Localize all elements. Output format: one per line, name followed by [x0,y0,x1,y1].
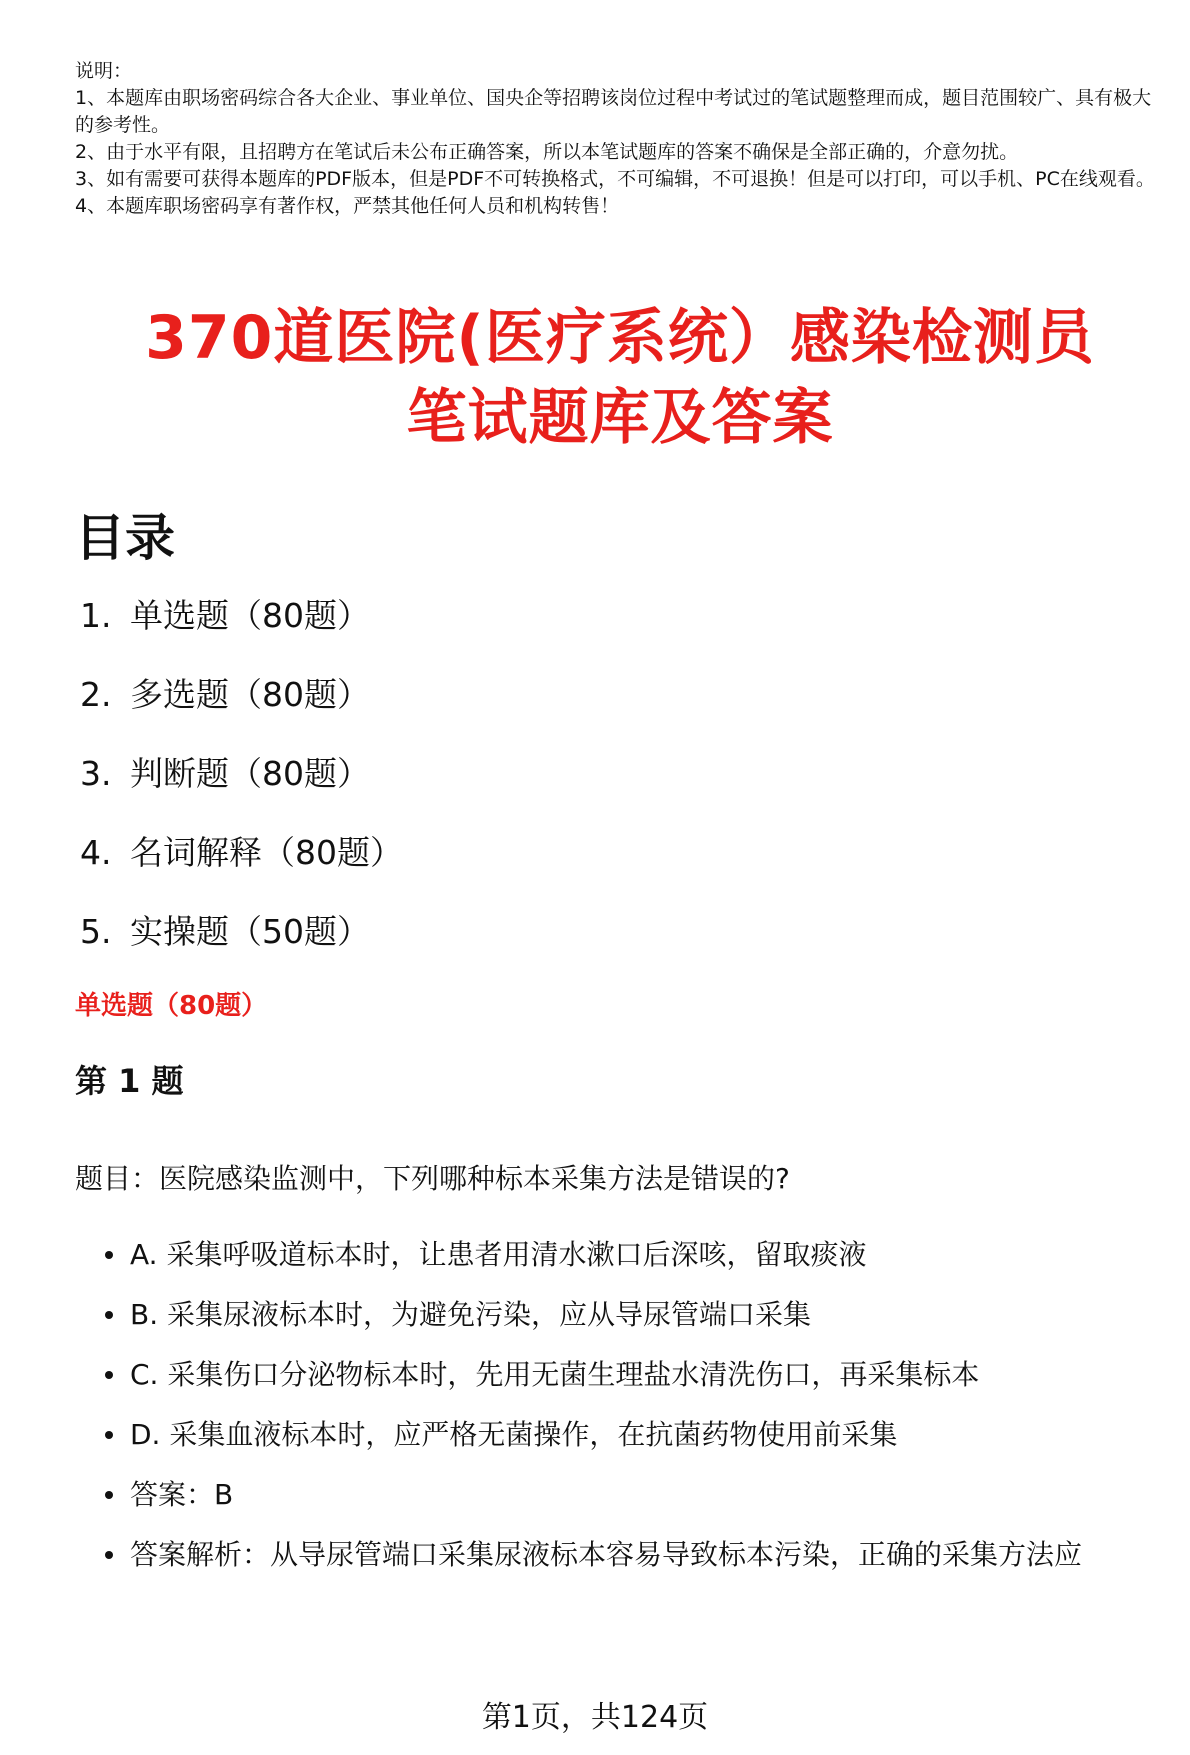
option-a [105,1237,1190,1273]
toc-item [80,675,1190,715]
bullet-icon [105,1371,113,1379]
notice-heading: 说明： [75,60,133,82]
question-number: 第 1 题 [75,1062,184,1100]
notice-block [75,58,1155,220]
option-d [105,1417,1190,1453]
question-items [75,1237,1190,1573]
option-text: C. 采集伤口分泌物标本时，先用无菌生理盐水清洗伤口，再采集标本 [130,1358,980,1391]
toc-item [80,596,1190,636]
toc-heading: 目录 [75,509,175,567]
bullet-icon [105,1491,113,1499]
notice-line-1: 1、本题库由职场密码综合各大企业、事业单位、国央企等招聘该岗位过程中考试过的笔试题整理而成，题目范围较广、具有极大的参考性。 [75,87,1152,136]
option-text: D. 采集血液标本时，应严格无菌操作，在抗菌药物使用前采集 [130,1418,898,1451]
section-heading: 单选题（80题） [75,991,268,1021]
notice-line-3: 3、如有需要可获得本题库的PDF版本，但是PDF不可转换格式，不可编辑，不可退换！但是可以打印，可以手机、PC在线观看。 [75,168,1155,190]
option-text: A. 采集呼吸道标本时，让患者用清水漱口后深咳，留取痰液 [130,1238,867,1271]
toc-item [80,754,1190,794]
answer-explanation-text: 答案解析：从导尿管端口采集尿液标本容易导致标本污染，正确的采集方法应 [130,1538,1083,1571]
answer [105,1477,1190,1513]
answer-explanation [105,1537,1190,1573]
bullet-icon [105,1551,113,1559]
toc-item [80,912,1190,952]
document-title [75,298,1165,458]
document-title-line-1: 370道医院(医疗系统）感染检测员 [145,303,1095,373]
document-title-line-2: 笔试题库及答案 [406,383,834,453]
toc-item-number: 2. [80,675,112,714]
toc-item-label: 实操题（50题） [130,912,370,951]
toc-list [75,596,1190,952]
toc-item-number: 5. [80,912,112,951]
toc-item-label: 多选题（80题） [130,675,370,714]
page-footer: 第1页，共124页 [481,1700,709,1735]
toc-item-number: 3. [80,754,112,793]
question-text: 题目：医院感染监测中，下列哪种标本采集方法是错误的? [75,1162,790,1195]
toc-item-label: 单选题（80题） [130,596,370,635]
toc-item-label: 判断题（80题） [130,754,370,793]
option-c [105,1357,1190,1393]
option-text: B. 采集尿液标本时，为避免污染，应从导尿管端口采集 [130,1298,812,1331]
toc-item [80,833,1190,873]
toc-item-number: 4. [80,833,112,872]
notice-line-4: 4、本题库职场密码享有著作权，严禁其他任何人员和机构转售！ [75,195,620,217]
bullet-icon [105,1311,113,1319]
option-b [105,1297,1190,1333]
bullet-icon [105,1251,113,1259]
toc-item-number: 1. [80,596,112,635]
notice-line-2: 2、由于水平有限，且招聘方在笔试后未公布正确答案，所以本笔试题库的答案不确保是全部正确的，介意勿扰。 [75,141,1019,163]
answer-text: 答案：B [130,1478,234,1511]
toc-item-label: 名词解释（80题） [130,833,403,872]
bullet-icon [105,1431,113,1439]
